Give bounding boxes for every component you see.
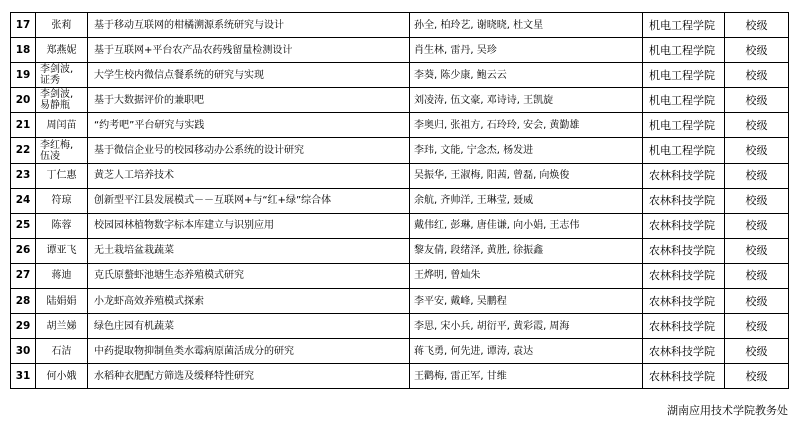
project-level: 校级 bbox=[725, 238, 789, 263]
table-row bbox=[11, 113, 789, 138]
leader-name: 何小娥 bbox=[36, 364, 88, 389]
table-row bbox=[11, 364, 789, 389]
leader-name: 陆娟娟 bbox=[36, 289, 88, 314]
row-number: 28 bbox=[11, 289, 36, 314]
table-row bbox=[11, 339, 789, 364]
project-title: 水稻种衣肥配方筛选及缓释特性研究 bbox=[88, 364, 410, 389]
college-name: 机电工程学院 bbox=[643, 138, 725, 163]
project-title: 基于移动互联网的柑橘溯源系统研究与设计 bbox=[88, 13, 410, 38]
team-members: 蒋飞勇, 何先进, 谭涛, 袁达 bbox=[410, 339, 643, 364]
leader-name: 李红梅, 伍凌 bbox=[36, 138, 88, 163]
college-name: 农林科技学院 bbox=[643, 163, 725, 188]
team-members: 戴伟红, 彭琳, 唐佳谦, 向小娟, 王志伟 bbox=[410, 213, 643, 238]
row-number: 26 bbox=[11, 238, 36, 263]
project-title: 绿色庄园有机蔬菜 bbox=[88, 314, 410, 339]
row-number: 24 bbox=[11, 188, 36, 213]
team-members: 李奥归, 张祖方, 石玲玲, 安会, 黄勤雄 bbox=[410, 113, 643, 138]
project-title: 克氏原螯虾池塘生态养殖模式研究 bbox=[88, 263, 410, 288]
project-level: 校级 bbox=[725, 163, 789, 188]
project-title: 小龙虾高效养殖模式探索 bbox=[88, 289, 410, 314]
row-number: 20 bbox=[11, 88, 36, 113]
leader-name: 李剑波, 证秀 bbox=[36, 63, 88, 88]
team-members: 李玮, 文能, 宁念杰, 杨发进 bbox=[410, 138, 643, 163]
leader-name: 谭亚飞 bbox=[36, 238, 88, 263]
project-title: 校园园林植物数字标本库建立与识别应用 bbox=[88, 213, 410, 238]
team-members: 余航, 齐帅洋, 王琳莹, 聂威 bbox=[410, 188, 643, 213]
leader-name: 符琼 bbox=[36, 188, 88, 213]
leader-name: 李剑波, 易静瓶 bbox=[36, 88, 88, 113]
project-title: “约考吧”平台研究与实践 bbox=[88, 113, 410, 138]
project-title: 黄芝人工培养技术 bbox=[88, 163, 410, 188]
team-members: 王烨明, 曾灿朱 bbox=[410, 263, 643, 288]
table-row bbox=[11, 163, 789, 188]
team-members: 李思, 宋小兵, 胡衍平, 黄彩霞, 周海 bbox=[410, 314, 643, 339]
team-members: 刘凌涛, 伍文豪, 邓诗诗, 王凯旋 bbox=[410, 88, 643, 113]
project-level: 校级 bbox=[725, 38, 789, 63]
row-number: 25 bbox=[11, 213, 36, 238]
leader-name: 张莉 bbox=[36, 13, 88, 38]
row-number: 23 bbox=[11, 163, 36, 188]
row-number: 22 bbox=[11, 138, 36, 163]
project-title: 基于大数据评价的兼职吧 bbox=[88, 88, 410, 113]
project-title: 基于微信企业号的校园移动办公系统的设计研究 bbox=[88, 138, 410, 163]
table-row bbox=[11, 88, 789, 113]
project-level: 校级 bbox=[725, 213, 789, 238]
table-row bbox=[11, 213, 789, 238]
leader-name: 丁仁惠 bbox=[36, 163, 88, 188]
team-members: 肖生林, 雷丹, 吴珍 bbox=[410, 38, 643, 63]
row-number: 21 bbox=[11, 113, 36, 138]
leader-name: 石洁 bbox=[36, 339, 88, 364]
project-level: 校级 bbox=[725, 113, 789, 138]
college-name: 农林科技学院 bbox=[643, 339, 725, 364]
project-level: 校级 bbox=[725, 88, 789, 113]
college-name: 农林科技学院 bbox=[643, 238, 725, 263]
table-row bbox=[11, 13, 789, 38]
college-name: 农林科技学院 bbox=[643, 289, 725, 314]
project-level: 校级 bbox=[725, 289, 789, 314]
college-name: 农林科技学院 bbox=[643, 314, 725, 339]
team-members: 李葵, 陈少康, 鲍云云 bbox=[410, 63, 643, 88]
row-number: 18 bbox=[11, 38, 36, 63]
project-level: 校级 bbox=[725, 339, 789, 364]
project-level: 校级 bbox=[725, 138, 789, 163]
table-row bbox=[11, 188, 789, 213]
table-body bbox=[11, 13, 789, 389]
row-number: 17 bbox=[11, 13, 36, 38]
row-number: 30 bbox=[11, 339, 36, 364]
college-name: 机电工程学院 bbox=[643, 38, 725, 63]
project-table bbox=[10, 12, 789, 389]
college-name: 农林科技学院 bbox=[643, 364, 725, 389]
college-name: 农林科技学院 bbox=[643, 213, 725, 238]
row-number: 29 bbox=[11, 314, 36, 339]
footer-office: 湖南应用技术学院教务处 bbox=[667, 404, 788, 417]
team-members: 李平安, 戴峰, 吴鹏程 bbox=[410, 289, 643, 314]
team-members: 王鹳梅, 雷正军, 甘维 bbox=[410, 364, 643, 389]
table-row bbox=[11, 138, 789, 163]
table-row bbox=[11, 263, 789, 288]
table-row bbox=[11, 238, 789, 263]
table-row bbox=[11, 38, 789, 63]
row-number: 27 bbox=[11, 263, 36, 288]
project-title: 中药提取物抑制鱼类水霉病原菌活成分的研究 bbox=[88, 339, 410, 364]
leader-name: 郑燕妮 bbox=[36, 38, 88, 63]
team-members: 孙全, 柏玲艺, 谢晓晓, 杜文星 bbox=[410, 13, 643, 38]
project-title: 基于互联网+平台农产品农药残留量检测设计 bbox=[88, 38, 410, 63]
project-level: 校级 bbox=[725, 13, 789, 38]
project-level: 校级 bbox=[725, 263, 789, 288]
project-title: 大学生校内微信点餐系统的研究与实现 bbox=[88, 63, 410, 88]
row-number: 19 bbox=[11, 63, 36, 88]
table-row bbox=[11, 289, 789, 314]
project-title: 创新型平江县发展模式－－互联网+与“红+绿”综合体 bbox=[88, 188, 410, 213]
project-level: 校级 bbox=[725, 188, 789, 213]
table-row bbox=[11, 314, 789, 339]
college-name: 机电工程学院 bbox=[643, 63, 725, 88]
project-table-container bbox=[10, 12, 788, 389]
college-name: 机电工程学院 bbox=[643, 113, 725, 138]
college-name: 农林科技学院 bbox=[643, 188, 725, 213]
team-members: 黎友倩, 段绪泽, 黄胜, 徐振鑫 bbox=[410, 238, 643, 263]
project-level: 校级 bbox=[725, 364, 789, 389]
project-level: 校级 bbox=[725, 314, 789, 339]
college-name: 农林科技学院 bbox=[643, 263, 725, 288]
leader-name: 胡兰娣 bbox=[36, 314, 88, 339]
leader-name: 周闰苗 bbox=[36, 113, 88, 138]
table-row bbox=[11, 63, 789, 88]
college-name: 机电工程学院 bbox=[643, 13, 725, 38]
leader-name: 蒋迪 bbox=[36, 263, 88, 288]
project-title: 无土栽培盆栽蔬菜 bbox=[88, 238, 410, 263]
project-level: 校级 bbox=[725, 63, 789, 88]
row-number: 31 bbox=[11, 364, 36, 389]
college-name: 机电工程学院 bbox=[643, 88, 725, 113]
team-members: 吴振华, 王淑梅, 阳茜, 曾磊, 向焕俊 bbox=[410, 163, 643, 188]
leader-name: 陈蓉 bbox=[36, 213, 88, 238]
